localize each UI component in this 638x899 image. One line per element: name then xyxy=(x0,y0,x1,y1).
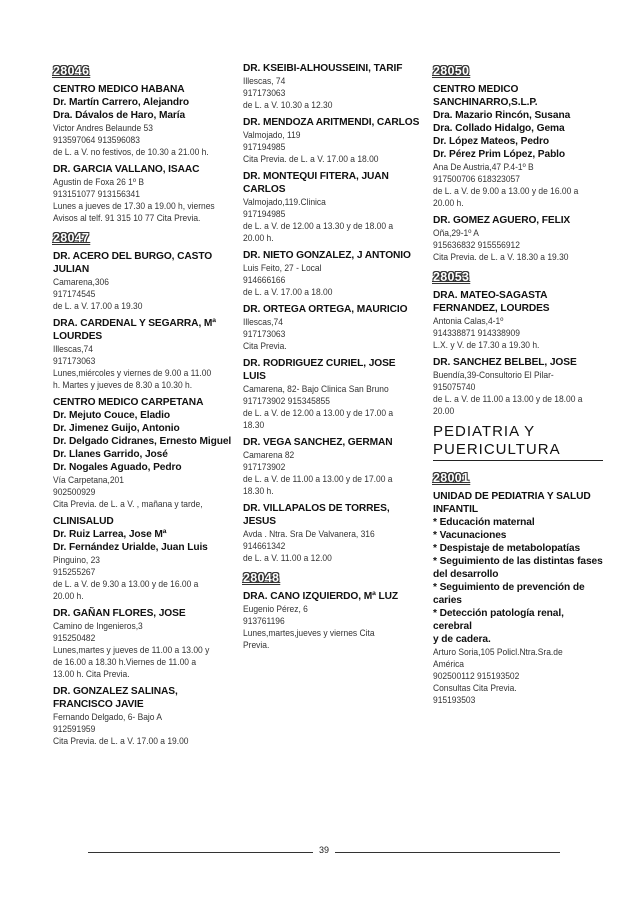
entry-name-line: del desarrollo xyxy=(433,569,499,580)
column-1 xyxy=(53,62,233,752)
entry-detail-line: Camarena,306 xyxy=(53,277,109,287)
entry-name-line: Dra. Dávalos de Haro, María xyxy=(53,110,186,121)
entry-name-line: Dr. Fernández Urialde, Juan Luis xyxy=(53,542,208,553)
entry-detail-line: 917173902 915345855 xyxy=(243,396,330,406)
directory-entry xyxy=(53,250,233,312)
entry-name-line: Dra. Mazario Rincón, Susana xyxy=(433,110,571,121)
column-3 xyxy=(433,62,603,711)
entry-name-line: CLINISALUD xyxy=(53,516,114,527)
entry-detail-line: Illescas,74 xyxy=(53,344,93,354)
postal-code-heading: 28048 xyxy=(243,571,280,585)
entry-detail-line: 902500929 xyxy=(53,487,96,497)
entry-name-line: FERNANDEZ, LOURDES xyxy=(433,303,550,314)
entry-name-line: CENTRO MEDICO xyxy=(433,84,519,95)
directory-entry xyxy=(53,83,233,158)
entry-detail-line: 915075740 xyxy=(433,382,476,392)
entry-detail-line: 914661342 xyxy=(243,541,286,551)
postal-code-heading: 28046 xyxy=(53,64,90,78)
entry-detail-line: 915250482 xyxy=(53,633,96,643)
entry-detail-line: 902500112 915193502 xyxy=(433,671,520,681)
postal-code-heading: 28047 xyxy=(53,231,90,245)
entry-detail-line: de L. a V. 17.00 a 18.00 xyxy=(243,287,333,297)
entry-name-line: Dr. Mejuto Couce, Eladio xyxy=(53,410,171,421)
entry-detail-line: de L. a V. de 11.00 a 13.00 y de 18.00 a xyxy=(433,394,583,404)
entry-name-line: y de cadera. xyxy=(433,634,491,645)
entry-detail-line: Victor Andres Belaunde 53 xyxy=(53,123,153,133)
entry-detail-line: Agustin de Foxa 26 1º B xyxy=(53,177,144,187)
directory-entry xyxy=(53,515,233,602)
entry-detail-line: Antonia Calas,4-1º xyxy=(433,316,504,326)
entry-name-line: DR. RODRIGUEZ CURIEL, JOSE LUIS xyxy=(243,358,396,382)
entry-detail-line: 20.00 h. xyxy=(243,233,274,243)
footer-rule-left xyxy=(88,852,313,853)
entry-detail-line: 20.00 h. xyxy=(53,591,84,601)
directory-entry xyxy=(53,317,233,391)
entry-detail-line: Fernando Delgado, 6- Bajo A xyxy=(53,712,163,722)
entry-detail-line: de 16.00 a 18.30 h.Viernes de 11.00 a xyxy=(53,657,197,667)
entry-detail-line: Cita Previa. xyxy=(243,341,287,351)
entry-name-line: DR. GONZALEZ SALINAS, xyxy=(53,686,178,697)
entry-name-line: * Detección patología renal, cerebral xyxy=(433,608,564,632)
entry-name-line: DRA. CARDENAL Y SEGARRA, Mª xyxy=(53,318,216,329)
entry-detail-line: 917500706 618323057 xyxy=(433,174,520,184)
directory-entry xyxy=(53,396,233,510)
entry-name-line: SANCHINARRO,S.L.P. xyxy=(433,97,538,108)
entry-name-line: Dr. Pérez Prim López, Pablo xyxy=(433,149,566,160)
entry-detail-line: 914666166 xyxy=(243,275,286,285)
entry-detail-line: 20.00 xyxy=(433,406,455,416)
entry-detail-line: 917194985 xyxy=(243,142,286,152)
entry-detail-line: Eugenio Pérez, 6 xyxy=(243,604,308,614)
entry-detail-line: de L. a V. de 9.00 a 13.00 y de 16.00 a xyxy=(433,186,579,196)
entry-detail-line: 913761196 xyxy=(243,616,285,626)
entry-detail-line: 18.30 h. xyxy=(243,486,274,496)
entry-name-line: DR. ACERO DEL BURGO, CASTO xyxy=(53,251,213,262)
entry-name-line: DRA. CANO IZQUIERDO, Mª LUZ xyxy=(243,591,399,602)
entry-name-line: Dra. Collado Hidalgo, Gema xyxy=(433,123,565,134)
entry-name-line: DR. KSEIBI-ALHOUSSEINI, TARIF xyxy=(243,63,403,74)
entry-detail-line: Camarena 82 xyxy=(243,450,295,460)
directory-entry xyxy=(243,502,421,564)
entry-detail-line: 917173063 xyxy=(53,356,96,366)
entry-detail-line: Illescas,74 xyxy=(243,317,283,327)
directory-entry xyxy=(433,356,603,417)
entry-name-line: LOURDES xyxy=(53,331,103,342)
entry-detail-line: 13.00 h. Cita Previa. xyxy=(53,669,130,679)
postal-code-heading: 28053 xyxy=(433,270,470,284)
entry-detail-line: Cita Previa. de L. a V. 17.00 a 18.00 xyxy=(243,154,379,164)
entry-detail-line: Consultas Cita Previa. xyxy=(433,683,517,693)
directory-entry xyxy=(243,436,421,497)
entry-name-line: DR. NIETO GONZALEZ, J ANTONIO xyxy=(243,250,411,261)
entry-detail-line: de L. a V. de 12.00 a 13.00 y de 17.00 a xyxy=(243,408,394,418)
entry-name-line: DR. MENDOZA ARITMENDI, CARLOS xyxy=(243,117,420,128)
entry-detail-line: Camarena, 82- Bajo Clinica San Bruno xyxy=(243,384,389,394)
section-title xyxy=(433,423,603,461)
entry-name-line: DR. VEGA SANCHEZ, GERMAN xyxy=(243,437,393,448)
entry-detail-line: 20.00 h. xyxy=(433,198,464,208)
entry-detail-line: Valmojado, 119 xyxy=(243,130,301,140)
entry-detail-line: Avisos al telf. 91 315 10 77 Cita Previa. xyxy=(53,213,201,223)
entry-name-line: DR. GAÑAN FLORES, JOSE xyxy=(53,608,186,619)
entry-name-line: UNIDAD DE PEDIATRIA Y SALUD xyxy=(433,491,591,502)
entry-name-line: CENTRO MEDICO HABANA xyxy=(53,84,185,95)
entry-name-line: JULIAN xyxy=(53,264,90,275)
entry-detail-line: de L. a V. de 12.00 a 13.30 y de 18.00 a xyxy=(243,221,394,231)
entry-detail-line: 917174545 xyxy=(53,289,96,299)
entry-name-line: DR. ORTEGA ORTEGA, MAURICIO xyxy=(243,304,408,315)
entry-detail-line: L.X. y V. de 17.30 a 19.30 h. xyxy=(433,340,540,350)
entry-detail-line: de L. a V. de 9.30 a 13.00 y de 16.00 a xyxy=(53,579,199,589)
directory-entry xyxy=(433,490,603,706)
entry-name-line: * Seguimiento de prevención de xyxy=(433,582,585,593)
entry-detail-line: de L. a V. no festivos, de 10.30 a 21.00 h. xyxy=(53,147,209,157)
entry-detail-line: h. Martes y jueves de 8.30 a 10.30 h. xyxy=(53,380,193,390)
entry-detail-line: 914338871 914338909 xyxy=(433,328,520,338)
entry-detail-line: Lunes,miércoles y viernes de 9.00 a 11.00 xyxy=(53,368,212,378)
entry-name-line: Dr. Ruiz Larrea, Jose Mª xyxy=(53,529,167,540)
entry-name-line: Dr. Nogales Aguado, Pedro xyxy=(53,462,182,473)
directory-entry xyxy=(243,357,421,431)
entry-name-line: INFANTIL xyxy=(433,504,479,515)
entry-detail-line: 917194985 xyxy=(243,209,286,219)
entry-name-line: Dr. Llanes Garrido, José xyxy=(53,449,168,460)
entry-detail-line: Oña,29-1º A xyxy=(433,228,479,238)
entry-detail-line: de L. a V. 10.30 a 12.30 xyxy=(243,100,333,110)
entry-name-line: DR. GOMEZ AGUERO, FELIX xyxy=(433,215,571,226)
entry-detail-line: de L. a V. de 11.00 a 13.00 y de 17.00 a xyxy=(243,474,393,484)
entry-detail-line: Valmojado,119.Clinica xyxy=(243,197,326,207)
entry-detail-line: 913597064 913596083 xyxy=(53,135,140,145)
entry-detail-line: Cita Previa. de L. a V. 18.30 a 19.30 xyxy=(433,252,569,262)
entry-detail-line: Lunes a jueves de 17.30 a 19.00 h, viernes xyxy=(53,201,215,211)
section-title-line: PEDIATRIA Y xyxy=(433,423,536,440)
entry-detail-line: Pinguino, 23 xyxy=(53,555,101,565)
entry-detail-line: 912591959 xyxy=(53,724,96,734)
section-title-line: PUERICULTURA xyxy=(433,441,561,458)
entry-name-line: * Seguimiento de las distintas fases xyxy=(433,556,603,567)
entry-detail-line: Lunes,martes,jueves y viernes Cita xyxy=(243,628,375,638)
directory-entry xyxy=(243,62,421,111)
entry-detail-line: 915255267 xyxy=(53,567,96,577)
entry-detail-line: Cita Previa. de L. a V. , mañana y tarde, xyxy=(53,499,203,509)
entry-name-line: Dr. Delgado Cidranes, Ernesto Miguel xyxy=(53,436,232,447)
entry-detail-line: Vía Carpetana,201 xyxy=(53,475,124,485)
entry-name-line: DR. MONTEQUI FITERA, JUAN xyxy=(243,171,389,182)
directory-entry xyxy=(243,303,421,352)
directory-entry xyxy=(433,214,603,263)
entry-detail-line: 917173063 xyxy=(243,88,286,98)
entry-detail-line: Ana De Austria,47 P.4-1º B xyxy=(433,162,534,172)
entry-detail-line: 917173902 xyxy=(243,462,286,472)
entry-name-line: * Despistaje de metabolopatías xyxy=(433,543,581,554)
directory-entry xyxy=(433,83,603,209)
entry-detail-line: Avda . Ntra. Sra De Valvanera, 316 xyxy=(243,529,375,539)
entry-detail-line: Lunes,martes y jueves de 11.00 a 13.00 y xyxy=(53,645,210,655)
entry-name-line: CARLOS xyxy=(243,184,286,195)
entry-name-line: Dr. López Mateos, Pedro xyxy=(433,136,550,147)
directory-entry xyxy=(243,170,421,244)
column-2 xyxy=(243,62,421,656)
postal-code-heading: 28050 xyxy=(433,64,470,78)
entry-detail-line: Buendía,39-Consultorio El Pilar- xyxy=(433,370,554,380)
entry-detail-line: de L. a V. 17.00 a 19.30 xyxy=(53,301,143,311)
entry-name-line: DRA. MATEO-SAGASTA xyxy=(433,290,548,301)
entry-name-line: Dr. Martín Carrero, Alejandro xyxy=(53,97,189,108)
page-number: 39 xyxy=(318,845,329,855)
entry-detail-line: Previa. xyxy=(243,640,270,650)
directory-entry xyxy=(53,163,233,224)
entry-detail-line: 915193503 xyxy=(433,695,476,705)
entry-name-line: * Vacunaciones xyxy=(433,530,507,541)
entry-name-line: * Educación maternal xyxy=(433,517,535,528)
entry-detail-line: América xyxy=(433,659,465,669)
entry-name-line: DR. SANCHEZ BELBEL, JOSE xyxy=(433,357,577,368)
entry-detail-line: 917173063 xyxy=(243,329,286,339)
directory-entry xyxy=(433,289,603,351)
directory-entry xyxy=(243,590,421,651)
entry-detail-line: 913151077 913156341 xyxy=(53,189,140,199)
footer-rule-right xyxy=(335,852,560,853)
directory-entry xyxy=(243,116,421,165)
entry-detail-line: 915636832 915556912 xyxy=(433,240,520,250)
entry-detail-line: 18.30 xyxy=(243,420,265,430)
entry-name-line: DR. GARCIA VALLANO, ISAAC xyxy=(53,164,200,175)
directory-entry xyxy=(243,249,421,298)
entry-detail-line: Arturo Soria,105 Policl.Ntra.Sra.de xyxy=(433,647,563,657)
directory-entry xyxy=(53,685,233,747)
entry-detail-line: Luis Feito, 27 - Local xyxy=(243,263,322,273)
directory-entry xyxy=(53,607,233,680)
entry-detail-line: Camino de Ingenieros,3 xyxy=(53,621,143,631)
entry-name-line: caries xyxy=(433,595,462,606)
entry-name-line: CENTRO MEDICO CARPETANA xyxy=(53,397,204,408)
entry-name-line: Dr. Jimenez Guijo, Antonio xyxy=(53,423,180,434)
entry-detail-line: Illescas, 74 xyxy=(243,76,286,86)
entry-name-line: DR. VILLAPALOS DE TORRES, JESUS xyxy=(243,503,390,527)
entry-detail-line: de L. a V. 11.00 a 12.00 xyxy=(243,553,332,563)
entry-detail-line: Cita Previa. de L. a V. 17.00 a 19.00 xyxy=(53,736,189,746)
entry-name-line: FRANCISCO JAVIE xyxy=(53,699,144,710)
postal-code-heading: 28001 xyxy=(433,471,470,485)
